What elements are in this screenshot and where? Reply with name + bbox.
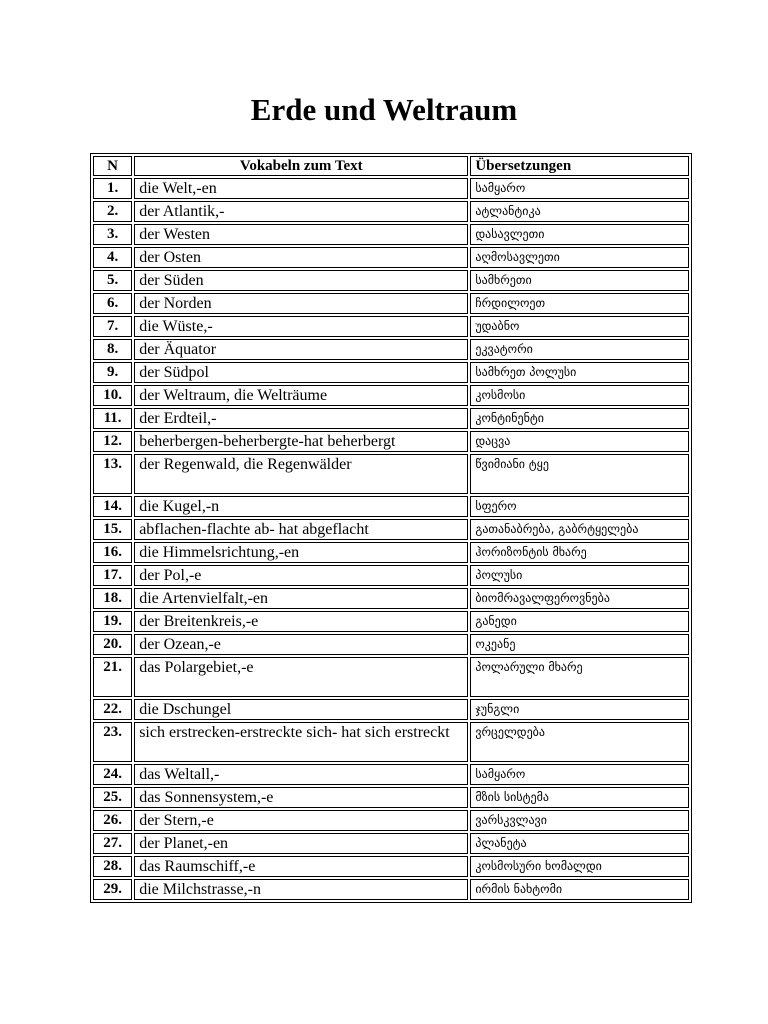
translation-cell: ოკეანე bbox=[470, 634, 689, 655]
vocabulary-cell: der Weltraum, die Welträume bbox=[134, 385, 468, 406]
row-number: 17. bbox=[93, 565, 132, 586]
table-row bbox=[93, 224, 689, 245]
row-number: 26. bbox=[93, 810, 132, 831]
row-number: 12. bbox=[93, 431, 132, 452]
vocabulary-cell: das Sonnensystem,-e bbox=[134, 787, 468, 808]
table-row bbox=[93, 247, 689, 268]
vocabulary-cell: der Atlantik,- bbox=[134, 201, 468, 222]
vocabulary-cell: das Raumschiff,-e bbox=[134, 856, 468, 877]
header-vocabulary: Vokabeln zum Text bbox=[134, 156, 468, 176]
table-row bbox=[93, 408, 689, 429]
translation-cell: ბიომრავალფეროვნება bbox=[470, 588, 689, 609]
translation-cell: ირმის ნახტომი bbox=[470, 879, 689, 900]
vocabulary-cell: der Äquator bbox=[134, 339, 468, 360]
vocabulary-cell: die Kugel,-n bbox=[134, 496, 468, 517]
row-number: 29. bbox=[93, 879, 132, 900]
vocabulary-cell: die Dschungel bbox=[134, 699, 468, 720]
translation-cell: წვიმიანი ტყე bbox=[470, 454, 689, 494]
translation-cell: კონტინენტი bbox=[470, 408, 689, 429]
translation-cell: კოსმოსი bbox=[470, 385, 689, 406]
table-row bbox=[93, 764, 689, 785]
vocabulary-cell: beherbergen-beherbergte-hat beherbergt bbox=[134, 431, 468, 452]
row-number: 22. bbox=[93, 699, 132, 720]
translation-cell: ვარსკვლავი bbox=[470, 810, 689, 831]
translation-cell: გათანაბრება, გაბრტყელება bbox=[470, 519, 689, 540]
table-row bbox=[93, 879, 689, 900]
row-number: 20. bbox=[93, 634, 132, 655]
vocabulary-cell: die Himmelsrichtung,-en bbox=[134, 542, 468, 563]
row-number: 14. bbox=[93, 496, 132, 517]
table-row bbox=[93, 270, 689, 291]
table-row bbox=[93, 565, 689, 586]
vocabulary-cell: der Stern,-e bbox=[134, 810, 468, 831]
table-row bbox=[93, 634, 689, 655]
translation-cell: აღმოსავლეთი bbox=[470, 247, 689, 268]
vocabulary-cell: der Ozean,-e bbox=[134, 634, 468, 655]
translation-cell: დასავლეთი bbox=[470, 224, 689, 245]
vocabulary-cell: sich erstrecken-erstreckte sich- hat sich erstreckt bbox=[134, 722, 468, 762]
row-number: 3. bbox=[93, 224, 132, 245]
table-row bbox=[93, 178, 689, 199]
translation-cell: დაცვა bbox=[470, 431, 689, 452]
vocabulary-cell: der Planet,-en bbox=[134, 833, 468, 854]
translation-cell: პლანეტა bbox=[470, 833, 689, 854]
row-number: 25. bbox=[93, 787, 132, 808]
vocabulary-cell: der Süden bbox=[134, 270, 468, 291]
table-row bbox=[93, 293, 689, 314]
table-row bbox=[93, 657, 689, 697]
row-number: 16. bbox=[93, 542, 132, 563]
table-body bbox=[93, 178, 689, 900]
translation-cell: უდაბნო bbox=[470, 316, 689, 337]
header-translation: Übersetzungen bbox=[470, 156, 689, 176]
row-number: 13. bbox=[93, 454, 132, 494]
row-number: 19. bbox=[93, 611, 132, 632]
translation-cell: პოლუსი bbox=[470, 565, 689, 586]
vocabulary-cell: abflachen-flachte ab- hat abgeflacht bbox=[134, 519, 468, 540]
table-row bbox=[93, 542, 689, 563]
translation-cell: სამყარო bbox=[470, 764, 689, 785]
row-number: 28. bbox=[93, 856, 132, 877]
vocabulary-cell: die Welt,-en bbox=[134, 178, 468, 199]
row-number: 5. bbox=[93, 270, 132, 291]
row-number: 4. bbox=[93, 247, 132, 268]
vocabulary-cell: die Wüste,- bbox=[134, 316, 468, 337]
vocabulary-cell: der Osten bbox=[134, 247, 468, 268]
table-header-row bbox=[93, 156, 689, 176]
vocabulary-table bbox=[90, 153, 692, 903]
vocabulary-cell: der Norden bbox=[134, 293, 468, 314]
vocabulary-cell: der Breitenkreis,-e bbox=[134, 611, 468, 632]
vocabulary-cell: das Polargebiet,-e bbox=[134, 657, 468, 697]
table-row bbox=[93, 699, 689, 720]
translation-cell: სფერო bbox=[470, 496, 689, 517]
row-number: 8. bbox=[93, 339, 132, 360]
table-row bbox=[93, 201, 689, 222]
row-number: 24. bbox=[93, 764, 132, 785]
table-row bbox=[93, 496, 689, 517]
translation-cell: ჩრდილოეთ bbox=[470, 293, 689, 314]
table-row bbox=[93, 810, 689, 831]
row-number: 6. bbox=[93, 293, 132, 314]
translation-cell: განედი bbox=[470, 611, 689, 632]
vocabulary-cell: das Weltall,- bbox=[134, 764, 468, 785]
translation-cell: მზის სისტემა bbox=[470, 787, 689, 808]
row-number: 7. bbox=[93, 316, 132, 337]
vocabulary-cell: der Erdteil,- bbox=[134, 408, 468, 429]
table-row bbox=[93, 454, 689, 494]
vocabulary-cell: der Regenwald, die Regenwälder bbox=[134, 454, 468, 494]
table-row bbox=[93, 833, 689, 854]
translation-cell: სამხრეთი bbox=[470, 270, 689, 291]
table-row bbox=[93, 611, 689, 632]
row-number: 21. bbox=[93, 657, 132, 697]
vocabulary-cell: der Westen bbox=[134, 224, 468, 245]
row-number: 23. bbox=[93, 722, 132, 762]
translation-cell: ვრცელდება bbox=[470, 722, 689, 762]
row-number: 2. bbox=[93, 201, 132, 222]
table-row bbox=[93, 431, 689, 452]
translation-cell: ეკვატორი bbox=[470, 339, 689, 360]
vocabulary-cell: der Pol,-e bbox=[134, 565, 468, 586]
table-row bbox=[93, 316, 689, 337]
row-number: 9. bbox=[93, 362, 132, 383]
table-row bbox=[93, 787, 689, 808]
translation-cell: ჰორიზონტის მხარე bbox=[470, 542, 689, 563]
table-row bbox=[93, 588, 689, 609]
translation-cell: კოსმოსური ხომალდი bbox=[470, 856, 689, 877]
page-title: Erde und Weltraum bbox=[250, 92, 518, 127]
row-number: 18. bbox=[93, 588, 132, 609]
row-number: 10. bbox=[93, 385, 132, 406]
table-row bbox=[93, 722, 689, 762]
header-number: N bbox=[93, 156, 132, 176]
translation-cell: ატლანტიკა bbox=[470, 201, 689, 222]
vocabulary-cell: der Südpol bbox=[134, 362, 468, 383]
vocabulary-cell: die Artenvielfalt,-en bbox=[134, 588, 468, 609]
translation-cell: ჯუნგლი bbox=[470, 699, 689, 720]
table-row bbox=[93, 519, 689, 540]
row-number: 27. bbox=[93, 833, 132, 854]
table-row bbox=[93, 362, 689, 383]
row-number: 1. bbox=[93, 178, 132, 199]
vocabulary-cell: die Milchstrasse,-n bbox=[134, 879, 468, 900]
table-row bbox=[93, 339, 689, 360]
translation-cell: სამყარო bbox=[470, 178, 689, 199]
row-number: 11. bbox=[93, 408, 132, 429]
table-row bbox=[93, 385, 689, 406]
row-number: 15. bbox=[93, 519, 132, 540]
translation-cell: პოლარული მხარე bbox=[470, 657, 689, 697]
table-row bbox=[93, 856, 689, 877]
translation-cell: სამხრეთ პოლუსი bbox=[470, 362, 689, 383]
